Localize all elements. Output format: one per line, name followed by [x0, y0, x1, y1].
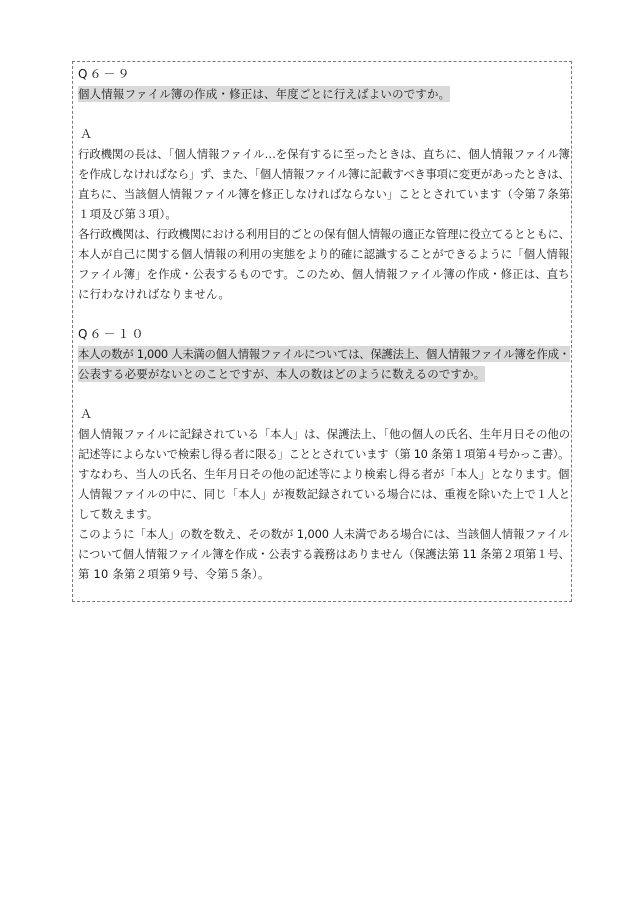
answer-text-line: すなわち、当人の氏名、生年月日その他の記述等により検索し得る者が「本人」となります。個: [78, 467, 570, 481]
question-highlight: 本人の数が 1,000 人未満の個人情報ファイルについては、保護法上、個人情報ファイル簿を作成・: [78, 347, 570, 361]
question-text-line: [78, 364, 572, 384]
answer-text-line: 個人情報ファイルに記録されている「本人」は、保護法上、「他の個人の氏名、生年月日その他の: [78, 427, 571, 441]
answer-text-line: を作成しなければなら」ず、また、「個人情報ファイル簿に記載すべき事項に変更があったときは、: [78, 167, 570, 181]
answer-text-line: して数えます。: [78, 507, 159, 521]
answer-text-line: ファイル簿」を作成・公表するものです。このため、個人情報ファイル簿の作成・修正は、直ち: [78, 267, 570, 281]
question-label: Q６－１０: [78, 327, 146, 341]
answer-text-line: このように「本人」の数を数え、その数が 1,000 人未満である場合には、当該個人情報ファイル: [78, 527, 570, 541]
question-text-line: [78, 344, 572, 364]
answer-text-line: について個人情報ファイル簿を作成・公表する義務はありません（保護法第 11 条第２項第１号、: [78, 547, 570, 561]
answer-text-line: 本人が自己に関する個人情報の利用の実態をより的確に認識することができるように「個人情報: [78, 247, 570, 261]
answer-text-line: に行わなければなりません。: [78, 287, 231, 301]
answer-text-line: 人情報ファイルの中に、同じ「本人」が複数記録されている場合には、重複を除いた上で１人と: [78, 487, 571, 501]
question-highlight: 公表する必要がないとのことですが、本人の数はどのように数えるのですか。: [78, 367, 486, 381]
answer-text-line: 第 10 条第２項第９号、令第５条）。: [78, 567, 270, 581]
question-label: Q６－９: [78, 67, 132, 81]
spacer: [78, 304, 572, 324]
answer-text-line: 記述等によらないで検索し得る者に限る」こととされています（第 10 条第１項第４号かっこ書）。: [78, 447, 570, 461]
question-highlight: 個人情報ファイル簿の作成・修正は、年度ごとに行えばよいのですか。: [78, 87, 451, 101]
answer-text-line: 直ちに、当該個人情報ファイル簿を修正しなければならない」こととされています（令第７条第: [78, 187, 571, 201]
answer-text-line: １項及び第３項）。: [78, 207, 178, 221]
answer-text-line: 行政機関の長は、「個人情報ファイル…を保有するに至ったときは、直ちに、個人情報ファイル簿: [78, 147, 570, 161]
question-text-line: [78, 84, 572, 104]
answer-text-line: 各行政機関は、行政機関における利用目的ごとの保有個人情報の適正な管理に役立てるとともに、: [78, 227, 570, 241]
qa-content: [78, 64, 572, 584]
answer-label: Ａ: [80, 127, 93, 141]
spacer: [78, 384, 572, 404]
answer-label: Ａ: [80, 407, 93, 421]
spacer: [78, 104, 572, 124]
